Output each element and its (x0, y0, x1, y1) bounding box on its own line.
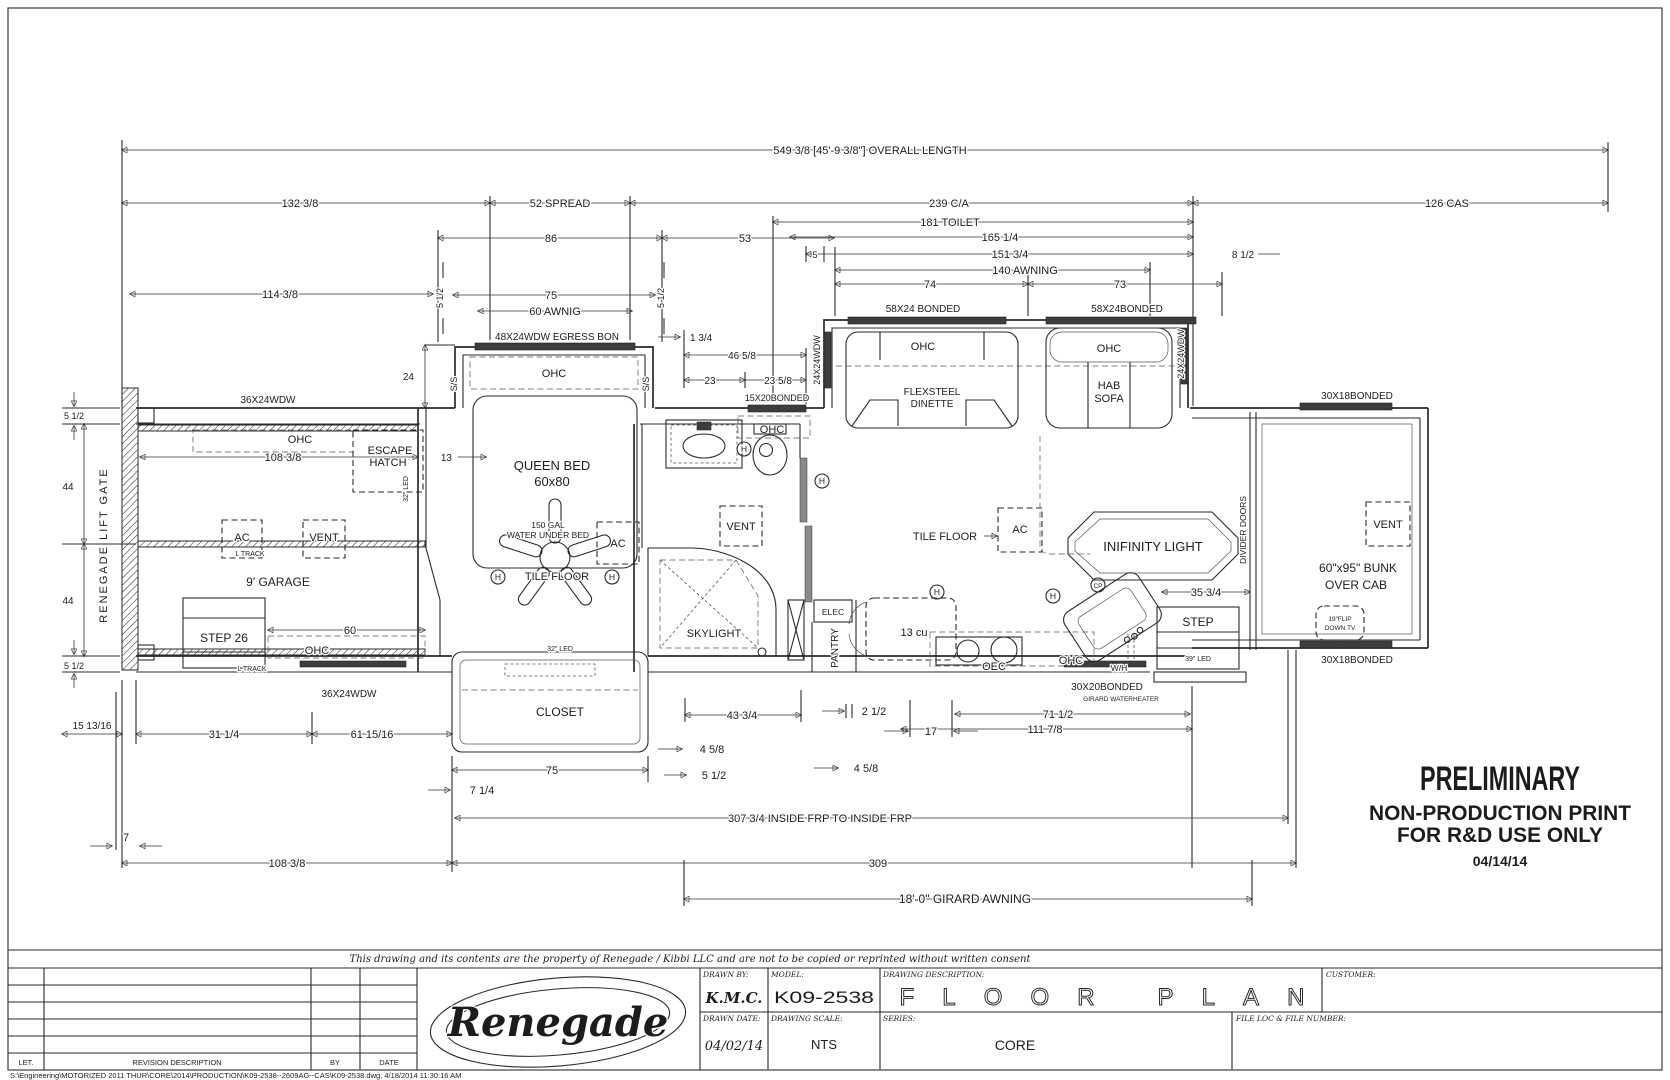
water-tank-line1: 150 GAL (531, 520, 565, 530)
window-30x18-top-label: 30X18BONDED (1321, 391, 1393, 402)
dim-46-58: 46 5/8 (728, 351, 756, 362)
dim-5-12-left: 5 1/2 (435, 287, 445, 309)
dinette-ohc: OHC (910, 341, 936, 353)
bed-ohc: OHC (541, 368, 567, 380)
garage-label: 9' GARAGE (246, 575, 310, 589)
h-marker: H (1049, 591, 1057, 601)
dim-8-12: 8 1/2 (1231, 250, 1255, 261)
garage-ohc-top: OHC (287, 434, 313, 446)
customer-label: CUSTOMER: (1326, 970, 1376, 979)
closet (452, 646, 648, 752)
preliminary-line1: PRELIMINARY (1420, 760, 1581, 798)
dim-165: 165 1/4 (981, 232, 1019, 244)
sofa-ohc: OHC (1096, 343, 1122, 355)
bed-ac: AC (610, 538, 626, 550)
dim-1-34: 1 3/4 (690, 333, 713, 344)
window-36x24-top-label: 36X24WDW (240, 395, 296, 406)
dim-86: 86 (544, 233, 558, 245)
preliminary-date: 04/14/14 (1472, 853, 1528, 869)
dim-74: 74 (923, 279, 937, 291)
drawn-by-value: K.M.C. (705, 989, 763, 1007)
dim-15-1316: 15 13/16 (72, 721, 112, 732)
dim-140-awning: 140 AWNING (992, 265, 1058, 277)
title-grid (700, 968, 1662, 1070)
description-label: DRAWING DESCRIPTION: (883, 970, 985, 979)
dim-23: 23 (704, 376, 716, 387)
dim-2-12: 2 1/2 (861, 706, 887, 718)
closet-32-led: 32" LED (547, 646, 573, 653)
file-path: S:\Engineering\MOTORIZED 2011 THUR\CORE\2014\PRODUCTION\K09-2538--2609AG--CAS\K09-2538.dwg, 4/18/2014 11:30:16 AM (10, 1071, 462, 1080)
kitchen-tile-floor: TILE FLOOR (912, 531, 978, 543)
bunk-line2: OVER CAB (1324, 578, 1388, 592)
dim-108-bot: 108 3/8 (268, 858, 306, 870)
h-marker: H (740, 444, 748, 454)
dim-5-12-tl: 5 1/2 (63, 411, 85, 421)
garage-vent: VENT (309, 532, 339, 544)
l-track-1: L TRACK (235, 551, 265, 558)
preliminary-line2: NON-PRODUCTION PRINT (1369, 802, 1632, 825)
h-marker: H (494, 572, 502, 582)
h-marker: H (818, 476, 826, 486)
preliminary-line3: FOR R&D USE ONLY (1397, 824, 1603, 847)
date-label: DATE (379, 1058, 399, 1067)
title-block (8, 950, 1662, 1077)
garage-ohc-bot: OHC (304, 645, 330, 657)
oec-label: OEC (982, 661, 1006, 673)
dim-44-b: 44 (62, 596, 74, 607)
bathroom (648, 393, 810, 656)
property-note: This drawing and its contents are the property of Renegade / Kibbi LLC and are not to be copied or reprinted without written consent (349, 954, 1031, 965)
flip-tv-line2: DOWN TV (1324, 625, 1356, 632)
by-label: BY (329, 1058, 341, 1067)
scale-label: DRAWING SCALE: (771, 1014, 843, 1023)
l-track-2: L TRACK (237, 666, 267, 673)
dim-cas: 126 CAS (1424, 198, 1470, 210)
dim-7-14: 7 1/4 (469, 785, 495, 797)
window-15x20-label: 15X20BONDED (744, 393, 810, 403)
dim-73: 73 (1113, 279, 1127, 291)
flexsteel-line2: DINETTE (910, 399, 954, 410)
cp-marker: CP (1093, 583, 1103, 590)
window-30x18-bot-label: 30X18BONDED (1321, 655, 1393, 666)
water-tank-line2: WATER UNDER BED (506, 530, 590, 540)
led-39-label: 39" LED (1185, 656, 1211, 663)
h-marker: H (608, 572, 616, 582)
dim-toilet: 181 TOILET (920, 217, 980, 229)
dim-44-a: 44 (62, 482, 74, 493)
preliminary-stamp (1369, 760, 1631, 869)
dim-60: 60 (343, 625, 357, 637)
hab-sofa-line1: HAB (1097, 380, 1121, 392)
bunk-line1: 60"x95" BUNK (1319, 561, 1397, 575)
walls (122, 317, 1428, 682)
renegade-logo-text: Renegade (447, 999, 669, 1046)
drawn-by-label: DRAWN BY: (703, 970, 749, 979)
dim-spread: 52 SPREAD (529, 198, 591, 210)
cab-vent: VENT (1373, 519, 1403, 531)
bedroom (449, 332, 651, 607)
kitchen-sink (1060, 569, 1166, 667)
queen-bed-label: QUEEN BED (513, 458, 591, 473)
wh-label: W/H (1110, 663, 1128, 673)
dim-35-34: 35 3/4 (1190, 587, 1222, 599)
dim-4-58-a: 4 5/8 (699, 744, 725, 756)
sheet-border (8, 8, 1662, 1070)
dim-43-34: 43 3/4 (726, 710, 758, 722)
escape-hatch-line2: HATCH (369, 457, 407, 469)
dim-114: 114 3/8 (262, 289, 298, 301)
cab-bunk (1316, 391, 1410, 666)
dim-23-58: 23 5/8 (764, 376, 792, 387)
model-value: K09-2538 (774, 988, 874, 1007)
hab-sofa-line2: SOFA (1094, 393, 1124, 405)
window-24x24-left-label: 24X24WDW (812, 335, 822, 385)
fridge-13cu: 13 cu (900, 627, 928, 639)
queen-bed-size: 60x80 (534, 474, 570, 489)
garage-ac: AC (234, 532, 250, 544)
dim-53: 53 (738, 233, 752, 245)
dim-frp: 307 3/4 INSIDE FRP TO INSIDE FRP (727, 813, 913, 825)
elec-label: ELEC (821, 607, 845, 617)
window-58x24-a-label: 58X24 BONDED (885, 304, 961, 315)
dim-75-top: 75 (544, 290, 558, 302)
dim-5-12-bl: 5 1/2 (63, 661, 85, 671)
divider-doors-label: DIVIDER DOORS (1238, 495, 1248, 565)
pantry-label: PANTRY (830, 628, 841, 668)
renegade-logo (427, 967, 690, 1077)
file-loc-label: FILE LOC & FILE NUMBER: (1236, 1014, 1347, 1023)
dim-overall-length: 549 3/8 [45'-9 3/8"] OVERALL LENGTH (773, 145, 967, 157)
window-30x20-label: 30X20BONDED (1071, 682, 1143, 693)
bath-vent: VENT (726, 521, 756, 533)
scale-value: NTS (811, 1037, 837, 1052)
infinity-light-label: INIFINITY LIGHT (1103, 539, 1203, 554)
dim-132: 132 3/8 (281, 198, 319, 210)
dim-71-12: 71 1/2 (1042, 709, 1074, 721)
series-label: SERIES: (883, 1014, 916, 1023)
dim-17: 17 (924, 726, 938, 738)
series-value: CORE (994, 1037, 1036, 1053)
closet-label: CLOSET (535, 705, 585, 719)
revision-table (8, 968, 417, 1070)
flexsteel-line1: FLEXSTEEL (903, 387, 961, 398)
window-48x24-label: 48X24WDW EGRESS BON (495, 332, 619, 343)
escape-hatch-line1: ESCAPE (367, 445, 413, 457)
step-26: STEP 26 (200, 631, 248, 645)
lift-gate (122, 388, 138, 670)
dim-309: 309 (868, 858, 888, 870)
skylight-label: SKYLIGHT (686, 628, 742, 640)
renegade-lift-gate-label: RENEGADE LIFT GATE (98, 467, 110, 623)
dim-5-12-right: 5 1/2 (656, 287, 666, 309)
dim-24: 24 (402, 372, 414, 383)
dim-5: 5 (812, 250, 818, 260)
dim-ca: 239 C/A (929, 198, 969, 210)
let-label: LET. (18, 1058, 34, 1067)
kitchen-ac: AC (1012, 524, 1028, 536)
window-24x24-right-label: 24X24WDW (1176, 329, 1186, 379)
dim-61-1516: 61 15/16 (350, 729, 394, 741)
drawn-date-label: DRAWN DATE: (703, 1014, 761, 1023)
dim-108-top: 108 3/8 (264, 452, 302, 464)
dim-4-58-b: 4 5/8 (853, 763, 879, 775)
ceiling-fan (498, 499, 612, 607)
ss-right: S/S (641, 376, 651, 392)
bath-ohc: OHC (759, 424, 785, 436)
ss-left: S/S (449, 376, 459, 392)
dim-girard-awning: 18'-0" GIRARD AWNING (898, 892, 1032, 906)
dim-5-12-bc: 5 1/2 (701, 770, 727, 782)
kitchen (788, 436, 1248, 703)
dimension-labels (62, 145, 1469, 906)
dim-111-78: 111 7/8 (1027, 724, 1063, 736)
h-marker: H (933, 587, 941, 597)
model-label: MODEL: (771, 970, 804, 979)
dim-13: 13 (440, 453, 452, 464)
kitchen-ohc: OHC (1058, 655, 1084, 667)
dim-60-awning: 60 AWNIG (529, 306, 581, 318)
girard-waterheater-label: GIRARD WATERHEATER (1083, 696, 1159, 703)
dim-7: 7 (122, 832, 130, 844)
drawn-date-value: 04/02/14 (704, 1039, 764, 1054)
dim-75-bot: 75 (545, 765, 559, 777)
flip-tv-line1: 19"FLIP (1328, 616, 1352, 623)
dim-151: 151 3/4 (991, 249, 1029, 261)
garage-tv-32-led: 32" LED (403, 476, 410, 502)
entry-step-label: STEP (1182, 615, 1214, 629)
window-36x24-bot-label: 36X24WDW (321, 689, 377, 700)
bed-tile-floor: TILE FLOOR (524, 571, 590, 583)
revision-description-label: REVISION DESCRIPTION (132, 1058, 222, 1067)
dim-31-14: 31 1/4 (208, 729, 240, 741)
description-value: FLOOR PLAN (899, 984, 1305, 1011)
window-58x24-b-label: 58X24BONDED (1091, 304, 1163, 315)
